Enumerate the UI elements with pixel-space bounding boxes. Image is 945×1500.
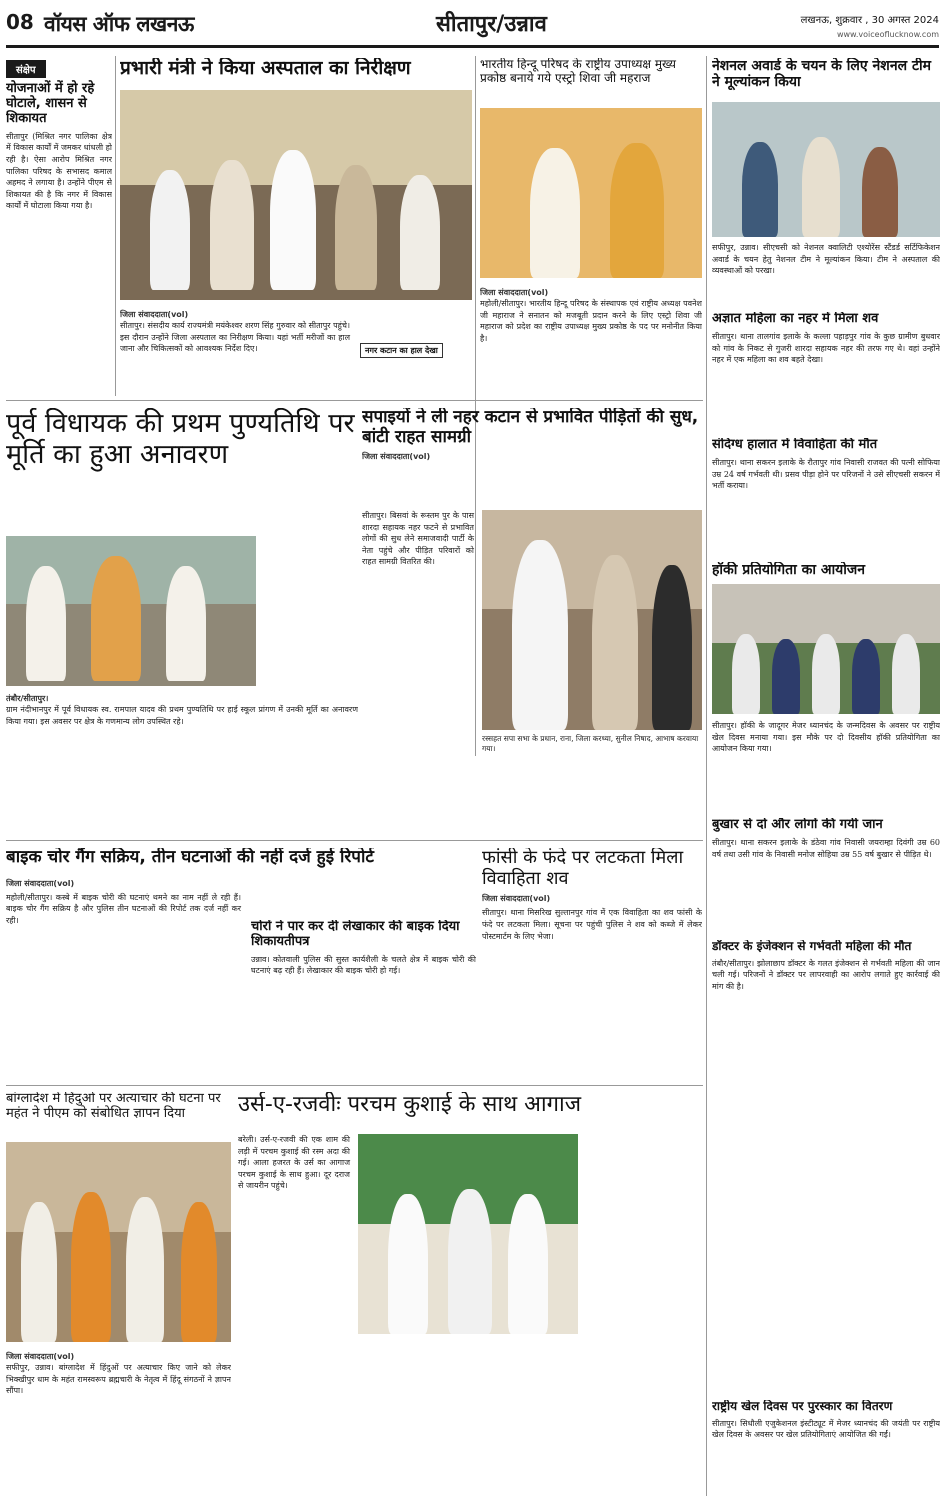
sports-day-article — [712, 1400, 940, 1495]
lekhpal-bike-article — [251, 920, 476, 1070]
sankshep-article — [6, 58, 112, 393]
website: www.voiceoflucknow.com — [836, 30, 939, 39]
statue-headline: पूर्व विधायक की प्रथम पुण्यतिथि पर मूर्ति का हुआ अनावरण — [6, 408, 355, 471]
bike-thief-headline: बाइक चोर गैंग सक्रिय, तीन घटनाओं की नहीं दर्ज हुई रिपोर्ट — [6, 848, 374, 867]
column-rule — [706, 56, 707, 1496]
lekhpal-bike-headline: चोरों ने पार कर दी लेखाकार की बाइक दिया शिकायतीपत्र — [251, 920, 460, 949]
statue-photo — [6, 536, 256, 686]
unknown-woman-headline: अज्ञात महिला का नहर में मिला शव — [712, 312, 879, 326]
national-award-headline: नेशनल अवार्ड के चयन के लिए नेशनल टीम ने मूल्यांकन किया — [712, 58, 932, 91]
lekhpal-bike-body: उन्नाव। कोतवाली पुलिस की सुस्त कार्यशैली के चलते क्षेत्र में बाइक चोरी की घटनाएं बढ़ रही हैं। लेखाकार की बाइक चोरी हो गई। — [251, 954, 476, 976]
page-number: 08 — [6, 10, 34, 34]
sankshep-headline: योजनाओं में हो रहे घोटाले, शासन से शिकायत — [6, 81, 95, 126]
statue-article — [6, 408, 358, 836]
fever-body: सीतापुर। थाना सकरन इलाके के डंठेवा गांव निवासी जयराम्हा दिवंगी उम्र 60 वर्ष तथा उसी गांव के निवासी मनोज सोहिया उम्र 55 वर्ष बुखार से पीड़ित थे। — [712, 837, 940, 859]
paper-name: वॉयस ऑफ लखनऊ — [44, 12, 194, 36]
row-rule — [6, 400, 703, 401]
bangladesh-article — [6, 1092, 231, 1492]
urs-body: बरेली। उर्स-ए-रजवी की एक शाम की लड़ी में परचम कुशाई की रस्म अदा की गई। आला हजरत के उर्स का आगाज परचम कुशाई के साथ हुआ। दूर दराज से जायरीन पहुंचे। — [238, 1135, 350, 1191]
bike-thief-article — [6, 848, 476, 1078]
relief-article — [362, 408, 702, 836]
urs-headline: उर्स-ए-रजवीः परचम कुशाई के साथ आगाज — [238, 1092, 582, 1117]
bangladesh-body: सफीपुर, उन्नाव। बांग्लादेश में हिंदुओं पर अत्याचार किए जाने को लेकर भिक्खीपुर धाम के महंत रामस्वरूप ब्रह्मचारी के नेतृत्व में हिंदू संगठनों ने ज्ञापन सौंपा। — [6, 1363, 231, 1396]
dateline: लखनऊ, शुक्रवार , 30 अगस्त 2024 — [800, 15, 939, 26]
astro-headline: भारतीय हिन्दू परिषद के राष्ट्रीय उपाध्यक्ष मुख्य प्रकोष्ठ बनाये गये एस्ट्रो शिवा जी महराज — [480, 58, 676, 85]
masthead — [6, 4, 939, 48]
sankshep-body: सीतापुर (मिश्रित नगर पालिका क्षेत्र में विकास कार्यों में जमकर धांधली हो रही है। ऐसा आरोप मिश्रित नगर पालिका परिषद के सभासद कमाल अहमद ने लगाया है। उन्होंने पीएम से शिकायत की है कि नगर में विकास कार्यों में घोटाला किया गया है। — [6, 131, 112, 211]
hanging-body: सीतापुर। थाना मिसरिख सुल्तानपुर गांव में एक विवाहिता का शव फांसी के फंदे पर लटकता मिला। सूचना पर पहुंची पुलिस ने शव को कब्जे में लेकर पोस्टमार्टम के लिए भेजा। — [482, 908, 702, 941]
column-rule — [115, 56, 116, 396]
inspection-byline: जिला संवाददाता(vol) — [120, 310, 189, 319]
unknown-woman-body: सीतापुर। थाना तालगांव इलाके के कल्ला पहाड़पुर गांव के कुछ ग्रामीण बुधवार को गांव के निकट से गुजरी शारदा सहायक नहर की तरफ गए थे। वहां उन्होंने नहर में एक महिला का शव बहते देखा। — [712, 331, 940, 365]
relief-headline: सपाइयों ने ली नहर कटान से प्रभावित पीड़ितों की सुध, बांटी राहत सामग्री — [362, 408, 699, 447]
astro-byline: जिला संवाददाता(vol) — [480, 288, 549, 297]
national-award-article — [712, 58, 940, 308]
hockey-photo — [712, 584, 940, 714]
astro-photo — [480, 108, 702, 278]
urs-article — [238, 1092, 702, 1492]
inspection-tag: नगर कटान का हाल देखा — [360, 343, 443, 358]
hanging-byline: जिला संवाददाता(vol) — [482, 894, 551, 904]
suspicious-death-headline: संदिग्ध हालात में विवाहिता की मौत — [712, 438, 878, 452]
unknown-woman-article — [712, 312, 940, 432]
doctor-injection-article — [712, 940, 940, 1200]
sports-day-headline: राष्ट्रीय खेल दिवस पर पुरस्कार का वितरण — [712, 1400, 893, 1413]
hockey-article — [712, 562, 940, 812]
suspicious-death-body: सीतापुर। थाना सकरन इलाके के रौतापुर गांव निवासी राजवत की पत्नी सोफिया उम्र 24 वर्ष गर्भवती थी। प्रसव पीड़ा होने पर परिजनों ने उसे सीएचसी सकरन में भर्ती कराया। — [712, 457, 940, 491]
urs-photo — [358, 1134, 578, 1334]
inspection-photo — [120, 90, 472, 300]
section-name: सीतापुर/उन्नाव — [436, 12, 547, 37]
sankshep-tag: संक्षेप — [6, 60, 46, 78]
bangladesh-byline: जिला संवाददाता(vol) — [6, 1352, 75, 1361]
hockey-headline: हॉकी प्रतियोगिता का आयोजन — [712, 562, 866, 578]
national-award-photo — [712, 102, 940, 237]
inspection-body: सीतापुर। संसदीय कार्य राज्यमंत्री मयंकेश्वर शरण सिंह गुरुवार को सीतापुर पहुंचे। इस दौरान उन्होंने जिला अस्पताल का निरीक्षण किया। यहां भर्ती मरीजों का हाल जाना और चिकित्सकों को आवश्यक निर्देश दिए। — [120, 321, 350, 354]
inspection-headline: प्रभारी मंत्री ने किया अस्पताल का निरीक्षण — [120, 58, 411, 79]
hanging-article — [482, 848, 702, 1078]
relief-caption: रस्सहत सपा सभा के प्रधान, राना, जिला करथ्या, सुनील निषाद, आभाष करवाया गया। — [482, 734, 699, 754]
bangladesh-photo — [6, 1142, 231, 1342]
national-award-body: सफीपुर, उन्नाव। सीएचसी को नेशनल क्वालिटी एश्योरेंस स्टैंडर्ड सर्टिफिकेशन अवार्ड के चयन हेतु नेशनल टीम ने मूल्यांकन किया। टीम ने अस्पताल की व्यवस्थाओं को परखा। — [712, 243, 940, 276]
fever-article — [712, 818, 940, 938]
doctor-injection-body: तंबौर/सीतापुर। झोलाछाप डॉक्टर के गलत इंजेक्शन से गर्भवती महिला की जान चली गई। परिजनों ने डॉक्टर पर लापरवाही का आरोप लगाते हुए कार्रवाई की मांग की है। — [712, 958, 940, 991]
bangladesh-headline: बांग्लादेश में हिंदुओं पर अत्याचार की घटना पर महंत ने पीएम को संबोधित ज्ञापन दिया — [6, 1092, 221, 1121]
statue-body: ग्राम नंदीभानपुर में पूर्व विधायक स्व. रामपाल यादव की प्रथम पुण्यतिथि पर हाई स्कूल प्रांगण में उनकी मूर्ति का अनावरण किया गया। इस अवसर पर क्षेत्र के गणमान्य लोग उपस्थित रहे। — [6, 705, 358, 726]
bike-thief-byline: जिला संवाददाता(vol) — [6, 878, 75, 888]
hockey-body: सीतापुर। हॉकी के जादूगर मेजर ध्यानचंद के जन्मदिवस के अवसर पर राष्ट्रीय खेल दिवस मनाया गया। इस मौके पर दो दिवसीय हॉकी प्रतियोगिता का आयोजन किया गया। — [712, 721, 940, 754]
hanging-headline: फांसी के फंदे पर लटकता मिला विवाहिता शव — [482, 848, 684, 889]
row-rule — [6, 1085, 703, 1086]
sports-day-body: सीतापुर। सिधौली एजुकेशनल इंस्टीट्यूट में मेजर ध्यानचंद की जयंती पर राष्ट्रीय खेल दिवस के अवसर पर खेल प्रतियोगिताएं आयोजित की गईं। — [712, 1418, 940, 1440]
astro-article — [480, 58, 702, 398]
relief-photo — [482, 510, 702, 730]
inspection-article — [120, 58, 472, 398]
relief-body: सीतापुर। बिसवां के रूस्तम पुर के पास शारदा सहायक नहर फटने से प्रभावित लोगों की सुध लेने समाजवादी पार्टी के नेता पहुंचे और पीड़ित परिवारों को राहत सामग्री वितरित की। — [362, 511, 474, 567]
astro-body: महोली/सीतापुर। भारतीय हिन्दू परिषद के संस्थापक एवं राष्ट्रीय अध्यक्ष पवनेश जी महाराज ने सनातन को मजबूती प्रदान करने के लिए एस्ट्रो शिवा जी महाराज को प्रदेश का राष्ट्रीय उपाध्यक्ष मुख्य प्रकोष्ठ के पद पर मनोनीत किया है। — [480, 299, 702, 343]
suspicious-death-article — [712, 438, 940, 558]
doctor-injection-headline: डॉक्टर के इंजेक्शन से गर्भवती महिला की मौत — [712, 940, 912, 953]
statue-byline: तंबौर/सीतापुर। — [6, 694, 49, 703]
bike-thief-body: महोली/सीतापुर। कस्बे में बाइक चोरी की घटनाएं थमने का नाम नहीं ले रही हैं। बाइक चोर गैंग सक्रिय है और पुलिस तीन घटनाओं की रिपोर्ट तक दर्ज नहीं कर रही। — [6, 892, 241, 925]
fever-headline: बुखार से दो और लोगों की गयी जान — [712, 818, 883, 832]
relief-byline: जिला संवाददाता(vol) — [362, 452, 431, 462]
row-rule — [6, 840, 703, 841]
